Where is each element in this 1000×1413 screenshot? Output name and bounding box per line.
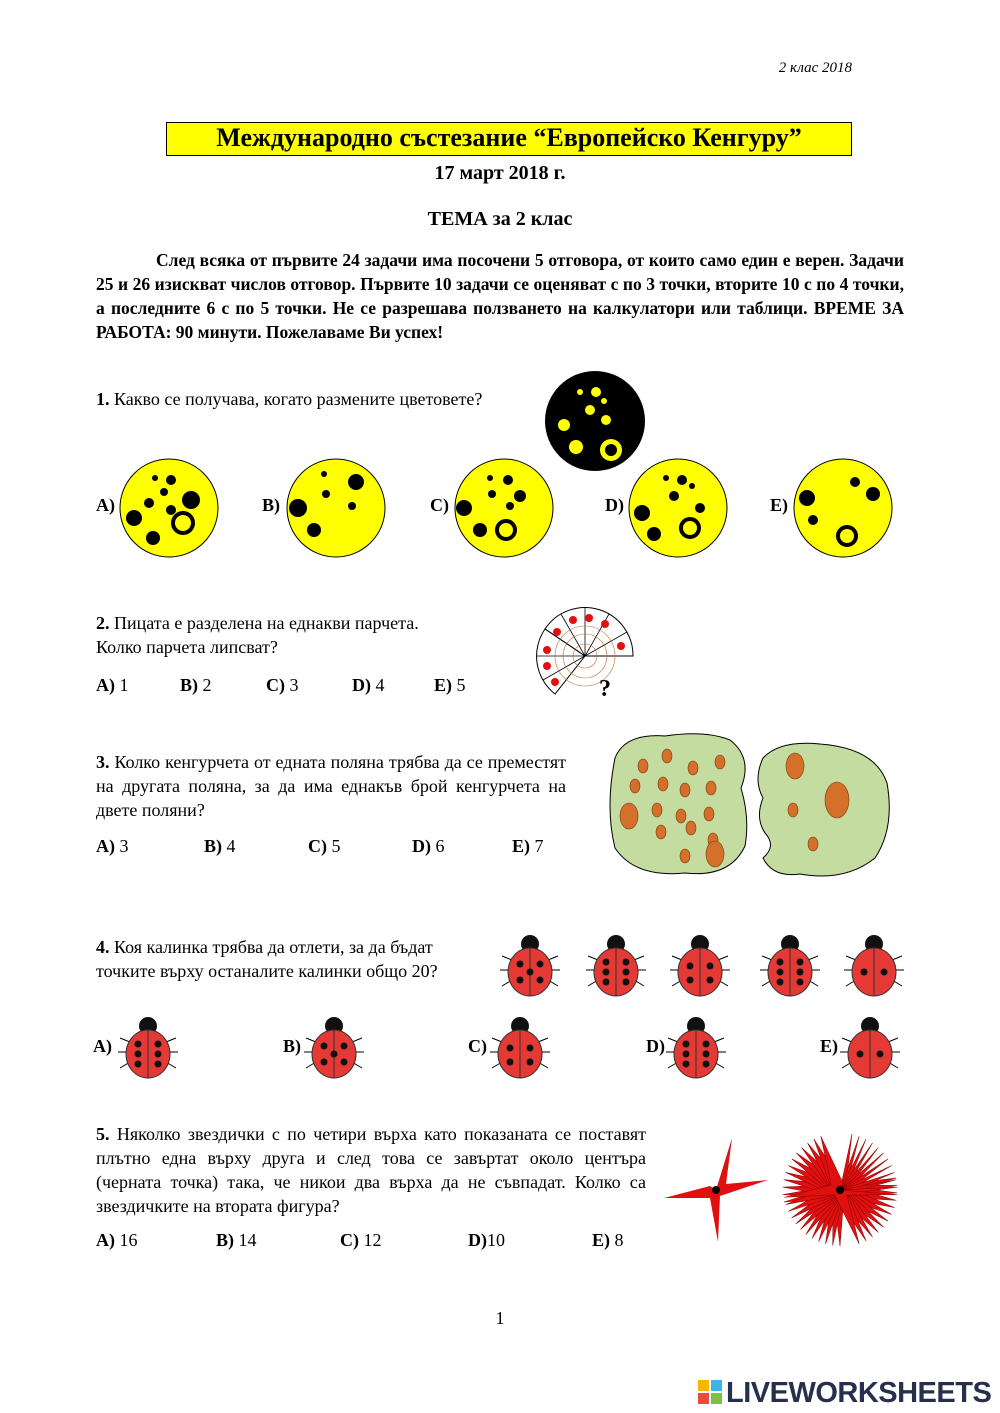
page-title: Международно състезание “Европейско Кенгуру” [166, 122, 852, 156]
question-3 [96, 750, 566, 822]
option-a-label[interactable]: A) [96, 495, 115, 515]
question-number: 4. [96, 937, 110, 957]
question-5 [96, 1122, 646, 1218]
q1-reference-disc [544, 370, 646, 472]
option-a[interactable]: A) 1 [96, 675, 129, 695]
liveworksheets-watermark [698, 1376, 991, 1410]
question-2 [96, 611, 419, 659]
option-b-label[interactable]: B) [262, 495, 280, 515]
q5-options [96, 1230, 636, 1254]
four-point-star [660, 1134, 772, 1246]
kangaroo-meadows [605, 728, 895, 883]
q2-options [96, 675, 496, 699]
watermark-text: LIVEWORKSHEETS [726, 1376, 992, 1409]
option-b-disc[interactable] [286, 458, 386, 558]
question-text-line2: Колко парчета липсват? [96, 637, 278, 657]
question-text-line1: Пицата е разделена на еднакви парчета. [114, 613, 419, 633]
option-a-disc[interactable] [119, 458, 219, 558]
option-e-disc[interactable] [793, 458, 893, 558]
option-a-label[interactable]: A) [93, 1036, 112, 1056]
option-d-label[interactable]: D) [605, 495, 624, 515]
question-text: Колко кенгурчета от едната поляна трябва да се преместят на другата поляна, за да има еднакъв брой кенгурчета на двете поляни? [96, 752, 567, 820]
ladybug-6-dots-b [760, 935, 820, 996]
intro-paragraph: След всяка от първите 24 задачи има посочени 5 отговора, от които само един е верен. Задачи 25 и 26 изискват числов отговор. Първите 10 задачи се оценяват с по 3 точки, вторите 10 с по 4 точки, а последните 6 с по 5 точки. Не се разрешава ползването на калкулатори или таблици. ВРЕМЕ ЗА РАБОТА: 90 минути. Пожелаваме Ви успех! [96, 250, 904, 342]
question-number: 2. [96, 613, 110, 633]
option-b-label[interactable]: B) [283, 1036, 301, 1056]
question-number: 3. [96, 752, 110, 772]
ladybug-4-dots [670, 935, 730, 996]
option-b[interactable]: B) 14 [216, 1230, 257, 1250]
page-number: 1 [495, 1308, 505, 1328]
ladybug-6-dots [586, 935, 646, 996]
option-c-label[interactable]: C) [468, 1036, 487, 1056]
option-b[interactable]: B) 2 [180, 675, 212, 695]
option-d[interactable]: D) 4 [352, 675, 385, 695]
option-d-ladybug [666, 1017, 726, 1078]
grade-note: 2 клас 2018 [778, 60, 852, 76]
option-c[interactable]: C) 3 [266, 675, 299, 695]
option-e-ladybug [840, 1017, 900, 1078]
option-e-label[interactable]: E) [820, 1036, 838, 1056]
question-text: Няколко звездички с по четири върха като показаната се поставят плътно една върху друга и след това се завъртат около центъра (черната точка) така, че никои два върха да не съвпадат. Колко са звездичките на втората фигура? [96, 1124, 646, 1216]
option-e[interactable]: E) 5 [434, 675, 466, 695]
ladybug-2-dots [844, 935, 904, 996]
option-b-ladybug [304, 1017, 364, 1078]
option-c[interactable]: C) 12 [340, 1230, 382, 1250]
option-c-disc[interactable] [454, 458, 554, 558]
contest-date: 17 март 2018 г. [434, 162, 566, 184]
question-1 [96, 387, 482, 411]
option-d[interactable]: D) 6 [412, 836, 445, 856]
option-e[interactable]: E) 8 [592, 1230, 624, 1250]
option-a[interactable]: A) 3 [96, 836, 129, 856]
question-number: 5. [96, 1124, 110, 1144]
question-text-line1: Коя калинка трябва да отлети, за да бъдат [114, 937, 433, 957]
option-b[interactable]: B) 4 [204, 836, 236, 856]
ladybug-row [498, 926, 908, 1001]
pizza-figure [535, 606, 637, 702]
question-number: 1. [96, 389, 110, 409]
option-d-label[interactable]: D) [646, 1036, 665, 1056]
option-d[interactable]: D)10 [468, 1230, 505, 1250]
question-text: Какво се получава, когато размените цветовете? [114, 389, 483, 409]
ladybug-options-row [100, 1008, 910, 1083]
theme-heading: ТЕМА за 2 клас [427, 208, 573, 230]
q3-options [96, 836, 556, 860]
option-a[interactable]: A) 16 [96, 1230, 138, 1250]
question-text-line2: точките върху останалите калинки общо 20? [96, 961, 438, 981]
option-e-label[interactable]: E) [770, 495, 788, 515]
rotated-stars-figure [778, 1128, 902, 1252]
liveworksheets-logo-icon [698, 1380, 724, 1406]
option-c-ladybug [490, 1017, 550, 1078]
option-d-disc[interactable] [628, 458, 728, 558]
option-c[interactable]: C) 5 [308, 836, 341, 856]
question-4 [96, 935, 438, 983]
option-a-ladybug [118, 1017, 178, 1078]
pizza-question-mark: ? [599, 676, 611, 702]
option-c-label[interactable]: C) [430, 495, 449, 515]
ladybug-5-dots [500, 935, 560, 996]
option-e[interactable]: E) 7 [512, 836, 544, 856]
